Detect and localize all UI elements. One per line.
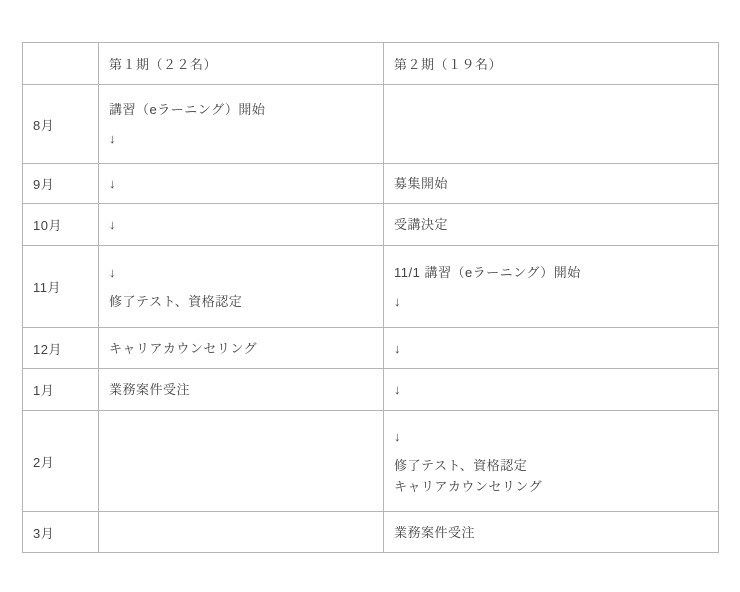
term1-cell <box>99 204 384 246</box>
cell-text <box>394 455 708 497</box>
header-term2-cell: 第２期（１９名） <box>384 43 719 85</box>
table-row <box>23 204 719 246</box>
term1-cell <box>99 85 384 164</box>
cell-text-line: キャリアカウンセリング <box>394 478 543 494</box>
term2-cell <box>384 512 719 553</box>
training-schedule-table <box>22 42 719 553</box>
table-row <box>23 512 719 553</box>
down-arrow: ↓ <box>394 382 401 397</box>
month-label: 12月 <box>23 328 99 369</box>
month-label: 9月 <box>23 164 99 204</box>
cell-text-line: 修了テスト、資格認定 <box>394 457 528 473</box>
term1-cell <box>99 246 384 328</box>
term1-cell <box>99 328 384 369</box>
cell-text: 講習（eラーニング）開始 <box>109 102 266 117</box>
month-label: 1月 <box>23 369 99 411</box>
down-arrow: ↓ <box>109 176 116 191</box>
term2-cell <box>384 411 719 512</box>
cell-text: 受講決定 <box>394 217 449 232</box>
down-arrow: ↓ <box>109 217 116 232</box>
table-row <box>23 369 719 411</box>
term2-cell <box>384 328 719 369</box>
term1-cell <box>99 369 384 411</box>
cell-text: 11/1 講習（eラーニング）開始 <box>394 264 581 280</box>
month-label: 8月 <box>23 85 99 164</box>
term1-cell <box>99 164 384 204</box>
term2-cell <box>384 204 719 246</box>
term2-cell <box>384 85 719 164</box>
down-arrow: ↓ <box>394 340 401 356</box>
month-label: 11月 <box>23 246 99 328</box>
term1-cell <box>99 411 384 512</box>
cell-text: 業務案件受注 <box>109 382 191 397</box>
term1-cell <box>99 512 384 553</box>
header-term1-cell: 第１期（２２名） <box>99 43 384 85</box>
term2-cell <box>384 246 719 328</box>
table-row <box>23 411 719 512</box>
month-label: 10月 <box>23 204 99 246</box>
term2-cell <box>384 164 719 204</box>
cell-text: キャリアカウンセリング <box>109 340 258 356</box>
cell-text: 募集開始 <box>394 176 449 191</box>
table-row <box>23 164 719 204</box>
month-label: 3月 <box>23 512 99 553</box>
down-arrow: ↓ <box>109 264 116 280</box>
cell-text: 修了テスト、資格認定 <box>109 293 243 309</box>
down-arrow: ↓ <box>109 131 116 146</box>
term2-cell <box>384 369 719 411</box>
table-row <box>23 328 719 369</box>
table-row <box>23 246 719 328</box>
header-month-cell <box>23 43 99 85</box>
table-row <box>23 85 719 164</box>
month-label: 2月 <box>23 411 99 512</box>
cell-text: 業務案件受注 <box>394 524 476 540</box>
down-arrow: ↓ <box>394 428 401 444</box>
down-arrow: ↓ <box>394 293 401 309</box>
table-header-row <box>23 43 719 85</box>
